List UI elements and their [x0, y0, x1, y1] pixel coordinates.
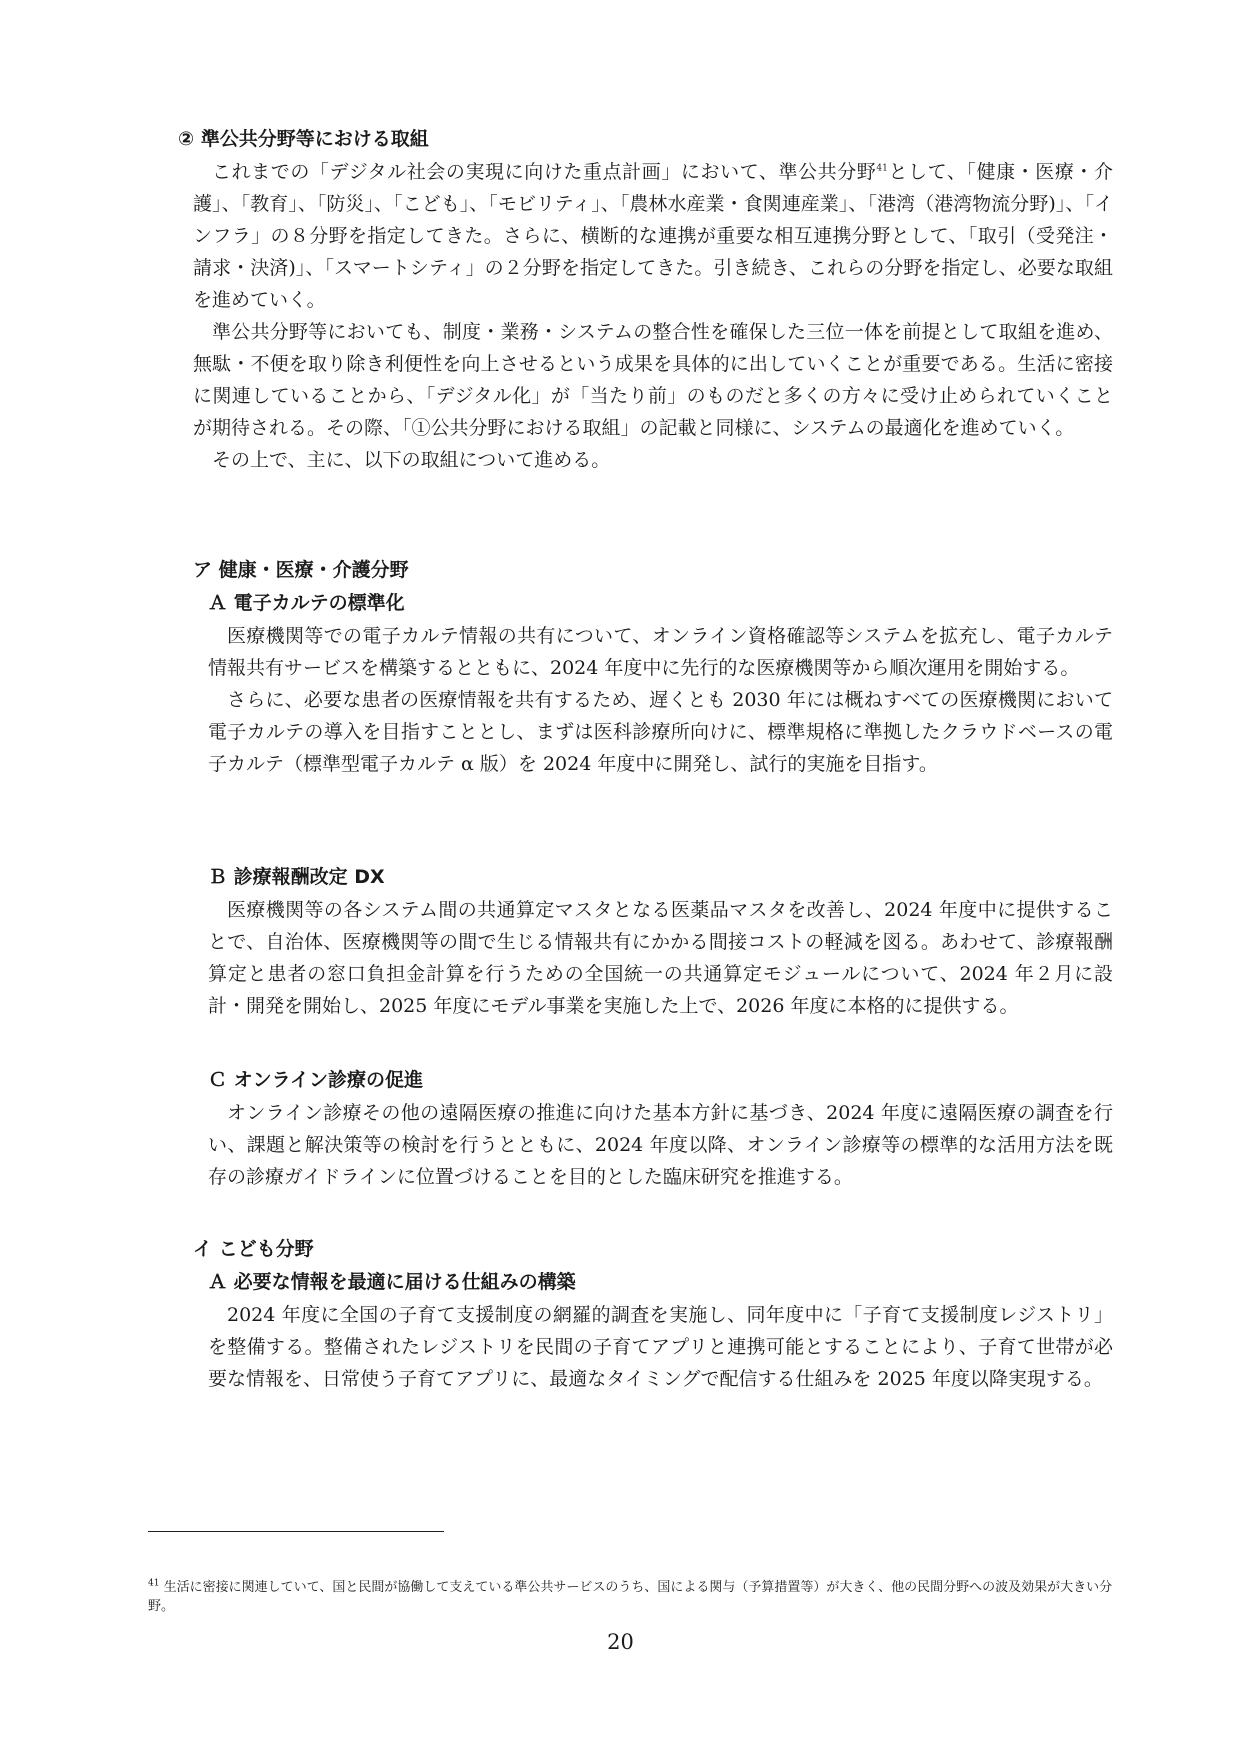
item-body-ehr-standardization: [208, 620, 1113, 780]
item-heading-ehr-standardization: Ａ 電子カルテの標準化: [208, 592, 405, 614]
item-body-info-delivery: [208, 1299, 1113, 1395]
section-body-quasi-public: [193, 156, 1113, 476]
item-body-online-care: [208, 1097, 1113, 1193]
paragraph-ehr-sharing: 医療機関等での電子カルテ情報の共有について、オンライン資格確認等システムを拡充し、電子カルテ情報共有サービスを構築するとともに、2024 年度中に先行的な医療機関等から順次運用を開始する。: [208, 625, 1113, 679]
subsection-heading-children: イ こども分野: [193, 1238, 314, 1260]
paragraph-drug-master: 医療機関等の各システム間の共通算定マスタとなる医薬品マスタを改善し、2024 年度中に提供することで、自治体、医療機関等の間で生じる情報共有にかかる間接コストの軽減を図る。あわせて、診療報酬算定と患者の窓口負担金計算を行うための全国統一の共通算定モジュールについて、2024 年２月に設計・開発を開始し、2025 年度にモデル事業を実施した上で、2026 年度に本格的に提供する。: [208, 899, 1113, 1017]
subsection-heading-health: ア 健康・医療・介護分野: [193, 559, 409, 581]
paragraph-following-initiatives: その上で、主に、以下の取組について進める。: [212, 449, 611, 471]
section-heading-quasi-public: ② 準公共分野等における取組: [178, 128, 429, 150]
footnote-divider: [148, 1531, 444, 1532]
footnote-text: 生活に密接に関連していて、国と民間が協働して支えている準公共サービスのうち、国による関与（予算措置等）が大きく、他の民間分野への波及効果が大きい分野。: [148, 1580, 1113, 1614]
item-heading-fee-revision-dx: Ｂ 診療報酬改定 DX: [208, 866, 385, 888]
footnote-ref-41[interactable]: 41: [876, 163, 888, 174]
paragraph-remote-care-research: オンライン診療その他の遠隔医療の推進に向けた基本方針に基づき、2024 年度に遠隔医療の調査を行い、課題と解決策等の検討を行うとともに、2024 年度以降、オンライン診療等の標準的な活用方法を既存の診療ガイドラインに位置づけることを目的とした臨床研究を推進する。: [208, 1102, 1113, 1188]
item-body-fee-revision-dx: [208, 894, 1113, 1022]
page-number: 20: [607, 1630, 634, 1654]
paragraph-trinity-approach: 準公共分野等においても、制度・業務・システムの整合性を確保した三位一体を前提として取組を進め、無駄・不便を取り除き利便性を向上させるという成果を具体的に出していくことが重要である。生活に密接に関連していることから、「デジタル化」が「当たり前」のものだと多くの方々に受け止められていくことが期待される。その際、「①公共分野における取組」の記載と同様に、システムの最適化を進めていく。: [193, 321, 1113, 439]
paragraph-childcare-registry: 2024 年度に全国の子育て支援制度の網羅的調査を実施し、同年度中に「子育て支援制度レジストリ」を整備する。整備されたレジストリを民間の子育てアプリと連携可能とすることにより、子育て世帯が必要な情報を、日常使う子育てアプリに、最適なタイミングで配信する仕組みを 2025 年度以降実現する。: [208, 1304, 1113, 1390]
footnote-41: [148, 1578, 1118, 1616]
item-heading-info-delivery: Ａ 必要な情報を最適に届ける仕組みの構築: [208, 1271, 576, 1293]
paragraph-ehr-adoption: さらに、必要な患者の医療情報を共有するため、遅くとも 2030 年には概ねすべての医療機関において電子カルテの導入を目指すこととし、まずは医科診療所向けに、標準規格に準拠したクラウドベースの電子カルテ（標準型電子カルテ α 版）を 2024 年度中に開発し、試行的実施を目指す。: [208, 689, 1113, 775]
paragraph-designated-fields: これまでの「デジタル社会の実現に向けた重点計画」において、準公共分野$^{41}$として、「健康・医療・介護」、「教育」、「防災」、「こども」、「モビリティ」、「農林水産業・食関連産業」、「港湾（港湾物流分野)」、「インフラ」の８分野を指定してきた。さらに、横断的な連携が重要な相互連携分野として、「取引（受発注・請求・決済)」、「スマートシティ」の２分野を指定してきた。引き続き、これらの分野を指定し、必要な取組を進めていく。: [193, 161, 1114, 311]
footnote-number: 41: [148, 1578, 160, 1589]
item-heading-online-care: Ｃ オンライン診療の促進: [208, 1069, 424, 1091]
